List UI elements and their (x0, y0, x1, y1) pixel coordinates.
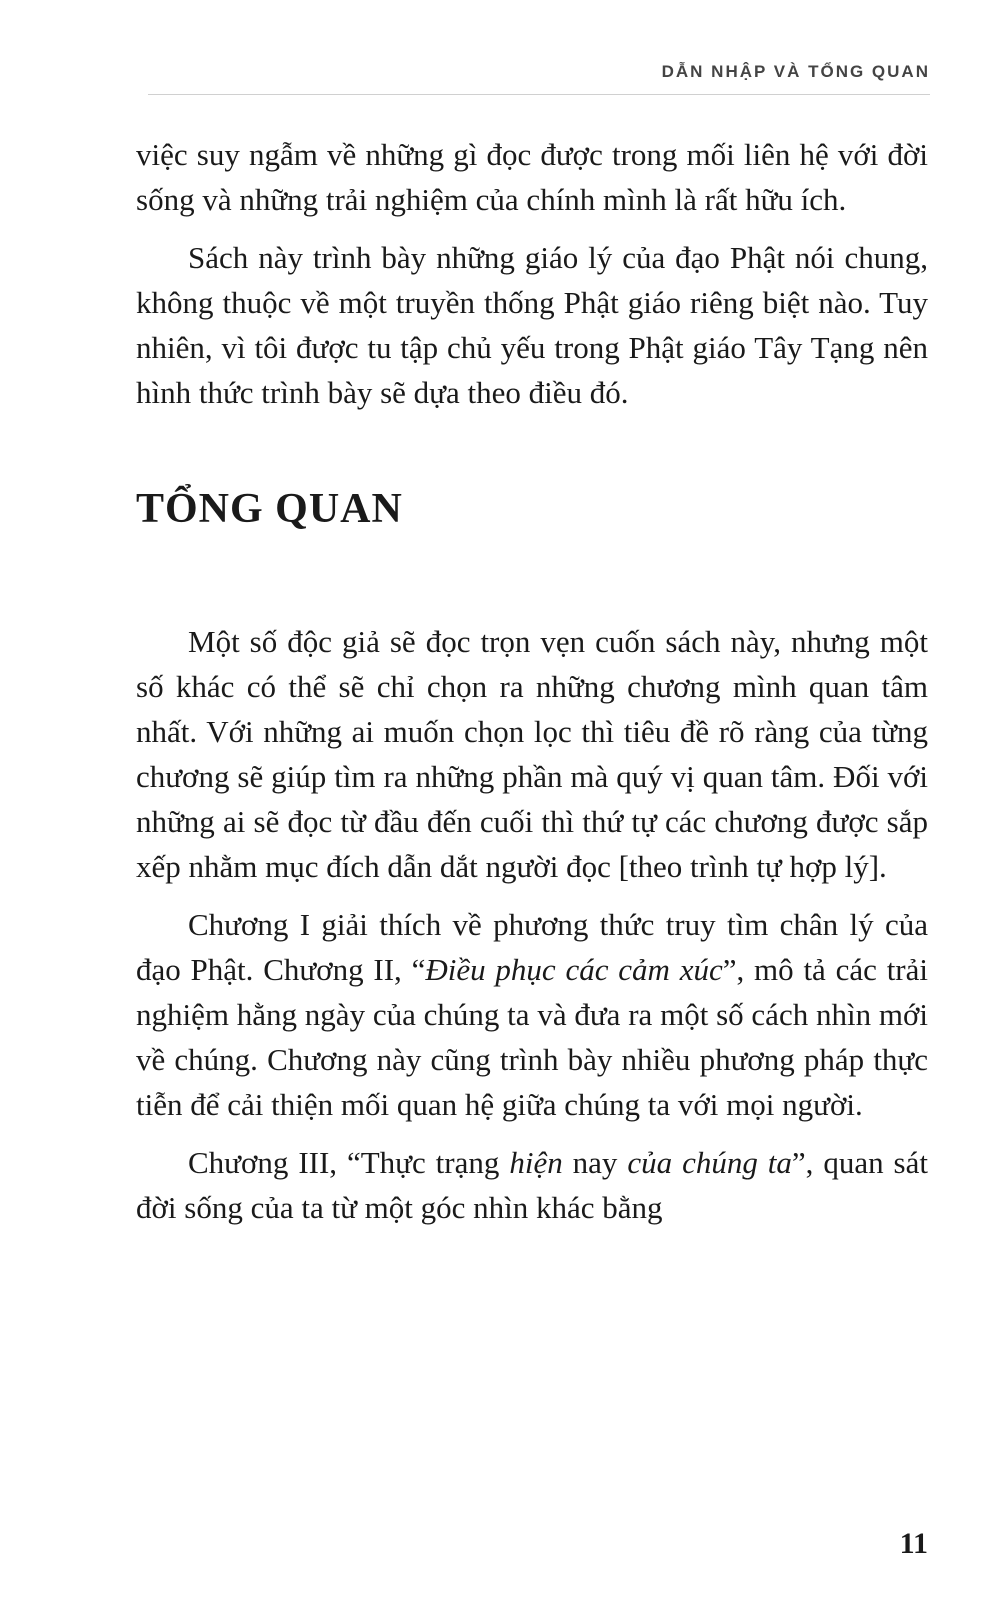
paragraph-chapter-three (136, 1140, 928, 1230)
text-span: ”, mô tả các trải nghiệm hằng ngày của chúng ta và đưa ra một số cách nhìn mới về chúng. Chương này cũng trình bày nhiều phương pháp thực tiễn để cải thiện mối quan hệ giữa chúng ta với mọi người. (136, 952, 928, 1122)
italic-text: của chúng ta (627, 1145, 792, 1180)
paragraph-intro: việc suy ngẫm về những gì đọc được trong mối liên hệ với đời sống và những trải nghiệm của chính mình là rất hữu ích. (136, 137, 928, 217)
text-span: Chương III, “Thực trạng (188, 1145, 510, 1180)
italic-text: hiện (509, 1145, 563, 1180)
section-heading: TỔNG QUAN (136, 486, 403, 532)
page-body (136, 132, 928, 1230)
paragraph-tradition: Sách này trình bày những giáo lý của đạo Phật nói chung, không thuộc về một truyền thống Phật giáo riêng biệt nào. Tuy nhiên, vì tôi được tu tập chủ yếu trong Phật giáo Tây Tạng nên hình thức trình bày sẽ dựa theo điều đó. (136, 240, 928, 410)
running-header-title: DẪN NHẬP VÀ TỔNG QUAN (661, 62, 930, 81)
page-number: 11 (899, 1527, 928, 1560)
text-span: ”, quan sát đời sống của ta từ một góc nhìn khác bằng (136, 1145, 928, 1225)
text-span: Chương I giải thích về phương thức truy tìm chân lý của đạo Phật. Chương II, “ (136, 907, 928, 987)
paragraph-readers: Một số độc giả sẽ đọc trọn vẹn cuốn sách này, nhưng một số khác có thể sẽ chỉ chọn ra những chương mình quan tâm nhất. Với những ai muốn chọn lọc thì tiêu đề rõ ràng của từng chương sẽ giúp tìm ra những phần mà quý vị quan tâm. Đối với những ai sẽ đọc từ đầu đến cuối thì thứ tự các chương được sắp xếp nhằm mục đích dẫn dắt người đọc [theo trình tự hợp lý]. (136, 624, 928, 884)
header-divider (148, 94, 930, 95)
text-span: nay (562, 1145, 628, 1180)
italic-chapter-title: Điều phục các cảm xúc (425, 952, 723, 987)
paragraph-chapter-one-two (136, 902, 928, 1127)
